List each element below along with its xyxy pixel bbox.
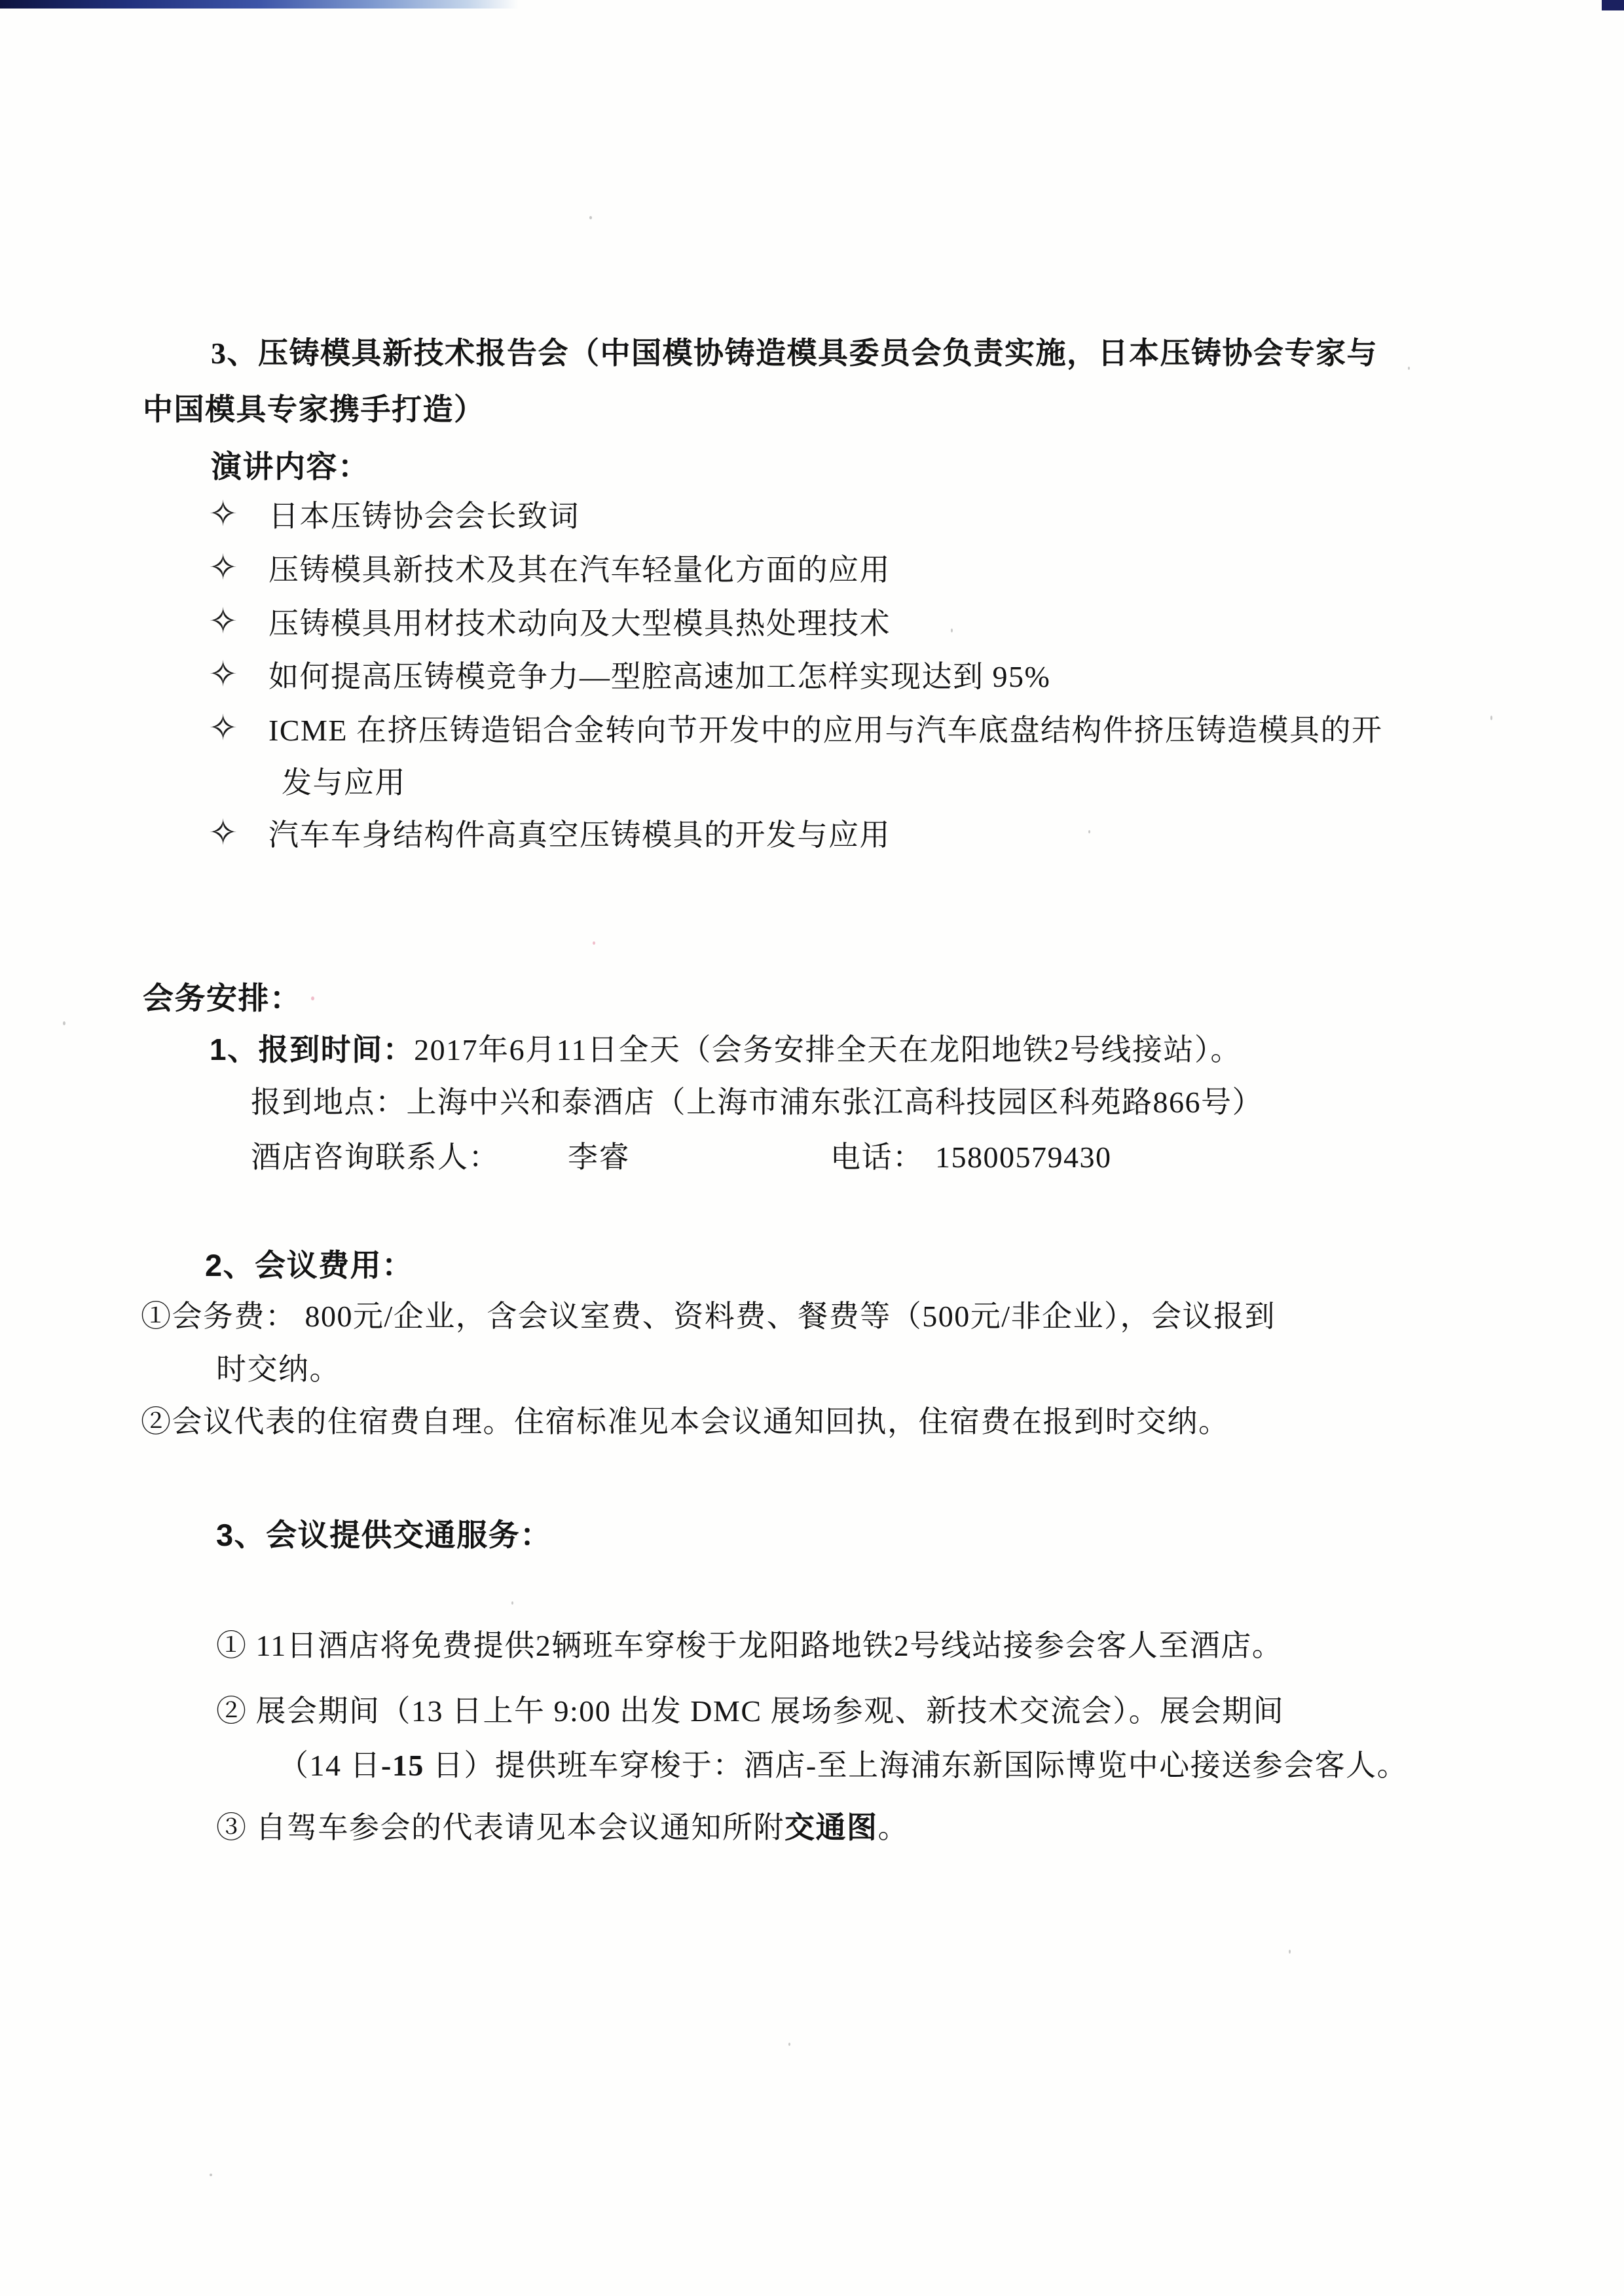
- transport-item-2-line1: ② 展会期间（13 日上午 9:00 出发 DMC 展场参观、新技术交流会）。展会期间: [216, 1694, 1285, 1728]
- scan-speck: [1289, 1950, 1291, 1954]
- scan-speck: [511, 1601, 513, 1605]
- hotel-phone-label: 电话：: [830, 1140, 924, 1174]
- scan-speck: [63, 1021, 65, 1025]
- scan-artifact-top-strip: [0, 0, 519, 9]
- transport-item-3-pre: ③ 自驾车参会的代表请见本会议通知所附: [216, 1811, 784, 1844]
- scan-speck: [311, 996, 314, 1000]
- topic-item-2: 压铸模具新技术及其在汽车轻量化方面的应用: [268, 553, 891, 587]
- topic-item-4: 如何提高压铸模竞争力—型腔高速加工怎样实现达到 95%: [268, 660, 1051, 693]
- fee-item-1-line2: 时交纳。: [216, 1353, 341, 1386]
- topic-item-5-line1: ICME 在挤压铸造铝合金转向节开发中的应用与汽车底盘结构件挤压铸造模具的开: [268, 714, 1383, 747]
- scan-speck: [1088, 830, 1090, 833]
- fee-item-2: ②会议代表的住宿费自理。住宿标准见本会议通知回执，住宿费在报到时交纳。: [141, 1405, 1230, 1438]
- topic-item-1: 日本压铸协会会长致词: [268, 500, 580, 533]
- scan-speck: [1490, 716, 1492, 720]
- transport-item-3-map-bold: 交通图: [784, 1810, 878, 1844]
- diamond-bullet-icon: ✧: [208, 494, 239, 534]
- scan-speck: [1408, 367, 1410, 370]
- arrangements-heading: 会务安排：: [143, 981, 302, 1015]
- session-title-line2: 中国模具专家携手打造）: [143, 393, 485, 426]
- hotel-phone-number: 15800579430: [935, 1140, 1112, 1174]
- hotel-contact-name: 李睿: [568, 1140, 630, 1174]
- fees-heading: 2、会议费用：: [205, 1248, 414, 1283]
- speech-contents-heading: 演讲内容：: [211, 449, 370, 484]
- registration-time-label: 1、报到时间：: [210, 1032, 415, 1066]
- hotel-contact-label: 酒店咨询联系人：: [251, 1140, 500, 1174]
- transport-item-2-line2-post: 日）提供班车穿梭于：酒店-至上海浦东新国际博览中心接送参会客人。: [424, 1749, 1409, 1782]
- topic-item-5-line2: 发与应用: [282, 766, 406, 799]
- transport-heading: 3、会议提供交通服务：: [216, 1518, 552, 1552]
- transport-item-2-line2: [278, 1749, 1408, 1783]
- diamond-bullet-icon: ✧: [208, 602, 239, 641]
- topic-item-3: 压铸模具用材技术动向及大型模具热处理技术: [268, 607, 891, 640]
- transport-item-2-line2-pre: （14 日: [278, 1749, 381, 1782]
- scan-speck: [788, 2043, 790, 2046]
- registration-time-line: [210, 1032, 1242, 1068]
- scan-speck: [210, 2174, 212, 2176]
- diamond-bullet-icon: ✧: [208, 548, 239, 587]
- diamond-bullet-icon: ✧: [208, 655, 239, 694]
- diamond-bullet-icon: ✧: [208, 813, 239, 852]
- scan-artifact-top-right: [1602, 0, 1624, 10]
- session-title-line1: 3、压铸模具新技术报告会（中国模协铸造模具委员会负责实施，日本压铸协会专家与: [211, 337, 1378, 370]
- topic-item-6: 汽车车身结构件高真空压铸模具的开发与应用: [268, 818, 891, 852]
- scan-speck: [951, 629, 953, 632]
- scan-speck: [589, 216, 592, 219]
- transport-item-2-line2-bold: -15: [381, 1749, 424, 1782]
- diamond-bullet-icon: ✧: [208, 708, 239, 748]
- registration-time-value: 2017年6月11日全天（会务安排全天在龙阳地铁2号线接站）。: [414, 1033, 1242, 1066]
- fee-item-1-line1: ①会务费： 800元/企业，含会议室费、资料费、餐费等（500元/非企业），会议报到: [141, 1300, 1276, 1333]
- transport-item-3-post: 。: [877, 1811, 909, 1844]
- transport-item-1: ① 11日酒店将免费提供2辆班车穿梭于龙阳路地铁2号线站接参会客人至酒店。: [216, 1629, 1283, 1662]
- registration-place-line: 报到地点：上海中兴和泰酒店（上海市浦东张江高科技园区科苑路866号）: [251, 1085, 1263, 1119]
- scan-speck: [593, 941, 595, 945]
- transport-item-3: [216, 1810, 909, 1846]
